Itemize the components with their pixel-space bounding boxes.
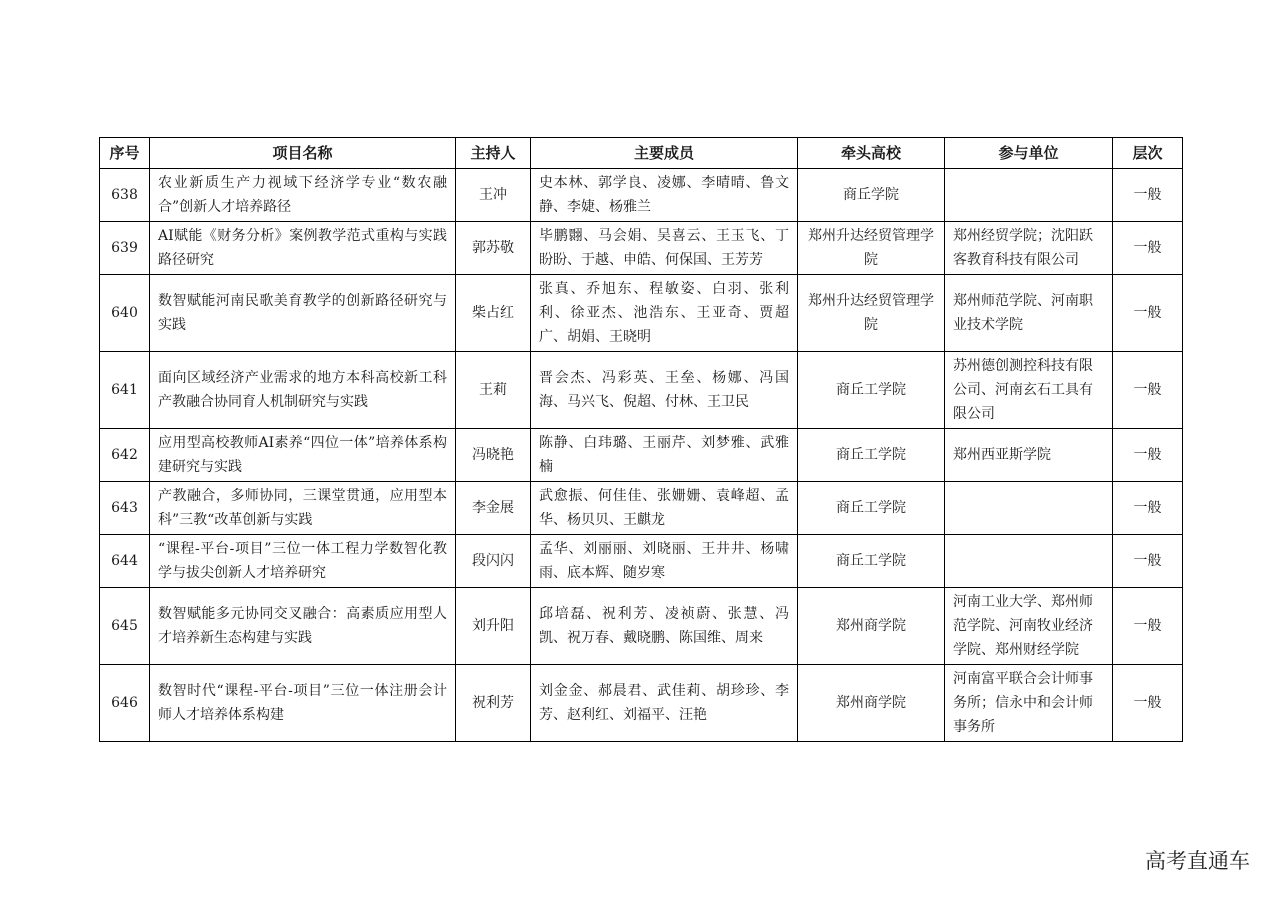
cell-host: 冯晓艳 [456,429,531,482]
cell-host: 柴占红 [456,275,531,352]
cell-lead: 商丘工学院 [798,429,945,482]
cell-members: 陈静、白玮璐、王丽芹、刘梦雅、武雅楠 [531,429,798,482]
cell-no: 638 [100,169,150,222]
cell-partners: 郑州西亚斯学院 [945,429,1113,482]
table-row [100,482,1183,535]
cell-host: 刘升阳 [456,588,531,665]
cell-name: 农业新质生产力视域下经济学专业“数农融合”创新人才培养路径 [150,169,456,222]
cell-members: 邱培磊、祝利芳、凌祯蔚、张慧、冯凯、祝万春、戴晓鹏、陈国维、周来 [531,588,798,665]
table-row [100,352,1183,429]
cell-name: AI赋能《财务分析》案例教学范式重构与实践路径研究 [150,222,456,275]
cell-name: 应用型高校教师AI素养“四位一体”培养体系构建研究与实践 [150,429,456,482]
header-no: 序号 [100,138,150,169]
cell-partners: 河南工业大学、郑州师范学院、河南牧业经济学院、郑州财经学院 [945,588,1113,665]
cell-host: 王冲 [456,169,531,222]
cell-members: 晋会杰、冯彩英、王垒、杨娜、冯国海、马兴飞、倪超、付林、王卫民 [531,352,798,429]
cell-no: 642 [100,429,150,482]
cell-host: 祝利芳 [456,665,531,742]
cell-level: 一般 [1113,429,1183,482]
cell-members: 张真、乔旭东、程敏姿、白羽、张利利、徐亚杰、池浩东、王亚奇、贾超广、胡娟、王晓明 [531,275,798,352]
cell-no: 645 [100,588,150,665]
cell-level: 一般 [1113,588,1183,665]
cell-partners: 郑州师范学院、河南职业技术学院 [945,275,1113,352]
cell-partners: 郑州经贸学院；沈阳跃客教育科技有限公司 [945,222,1113,275]
cell-lead: 郑州升达经贸管理学院 [798,222,945,275]
project-table [99,137,1183,742]
table-row [100,275,1183,352]
header-row [100,138,1183,169]
cell-name: 数智赋能河南民歌美育教学的创新路径研究与实践 [150,275,456,352]
cell-lead: 商丘工学院 [798,482,945,535]
cell-level: 一般 [1113,352,1183,429]
table-row [100,222,1183,275]
table-row [100,429,1183,482]
cell-no: 643 [100,482,150,535]
cell-host: 段闪闪 [456,535,531,588]
cell-lead: 郑州升达经贸管理学院 [798,275,945,352]
cell-name: 数智时代“课程-平台-项目”三位一体注册会计师人才培养体系构建 [150,665,456,742]
cell-level: 一般 [1113,535,1183,588]
table-row [100,535,1183,588]
cell-host: 郭苏敬 [456,222,531,275]
cell-name: 面向区域经济产业需求的地方本科高校新工科产教融合协同育人机制研究与实践 [150,352,456,429]
cell-partners [945,535,1113,588]
header-lead: 牵头高校 [798,138,945,169]
cell-no: 641 [100,352,150,429]
header-name: 项目名称 [150,138,456,169]
cell-name: 数智赋能多元协同交叉融合：高素质应用型人才培养新生态构建与实践 [150,588,456,665]
header-members: 主要成员 [531,138,798,169]
cell-partners [945,482,1113,535]
table-row [100,169,1183,222]
cell-level: 一般 [1113,169,1183,222]
cell-host: 李金展 [456,482,531,535]
cell-level: 一般 [1113,482,1183,535]
cell-name: 产教融合，多师协同，三课堂贯通，应用型本科”三教“改革创新与实践 [150,482,456,535]
cell-no: 644 [100,535,150,588]
cell-partners [945,169,1113,222]
watermark-text: 高考直通车 [1145,849,1250,873]
cell-level: 一般 [1113,665,1183,742]
header-partners: 参与单位 [945,138,1113,169]
cell-members: 史本林、郭学良、凌娜、李晴晴、鲁文静、李婕、杨雅兰 [531,169,798,222]
cell-lead: 郑州商学院 [798,588,945,665]
cell-host: 王莉 [456,352,531,429]
cell-lead: 商丘工学院 [798,352,945,429]
cell-name: “课程-平台-项目”三位一体工程力学数智化教学与拔尖创新人才培养研究 [150,535,456,588]
cell-no: 639 [100,222,150,275]
cell-members: 武愈振、何佳佳、张姗姗、袁峰超、孟华、杨贝贝、王麒龙 [531,482,798,535]
cell-members: 孟华、刘丽丽、刘晓丽、王井井、杨啸雨、底本辉、随岁寒 [531,535,798,588]
cell-lead: 商丘工学院 [798,535,945,588]
table-row [100,588,1183,665]
cell-members: 刘金金、郝晨君、武佳莉、胡珍珍、李芳、赵利红、刘福平、汪艳 [531,665,798,742]
cell-partners: 苏州德创测控科技有限公司、河南玄石工具有限公司 [945,352,1113,429]
header-level: 层次 [1113,138,1183,169]
cell-members: 毕鹏翾、马会娟、吴喜云、王玉飞、丁盼盼、于越、申皓、何保国、王芳芳 [531,222,798,275]
cell-level: 一般 [1113,275,1183,352]
cell-partners: 河南富平联合会计师事务所；信永中和会计师事务所 [945,665,1113,742]
cell-lead: 郑州商学院 [798,665,945,742]
cell-lead: 商丘学院 [798,169,945,222]
header-host: 主持人 [456,138,531,169]
cell-no: 646 [100,665,150,742]
cell-no: 640 [100,275,150,352]
table-row [100,665,1183,742]
cell-level: 一般 [1113,222,1183,275]
